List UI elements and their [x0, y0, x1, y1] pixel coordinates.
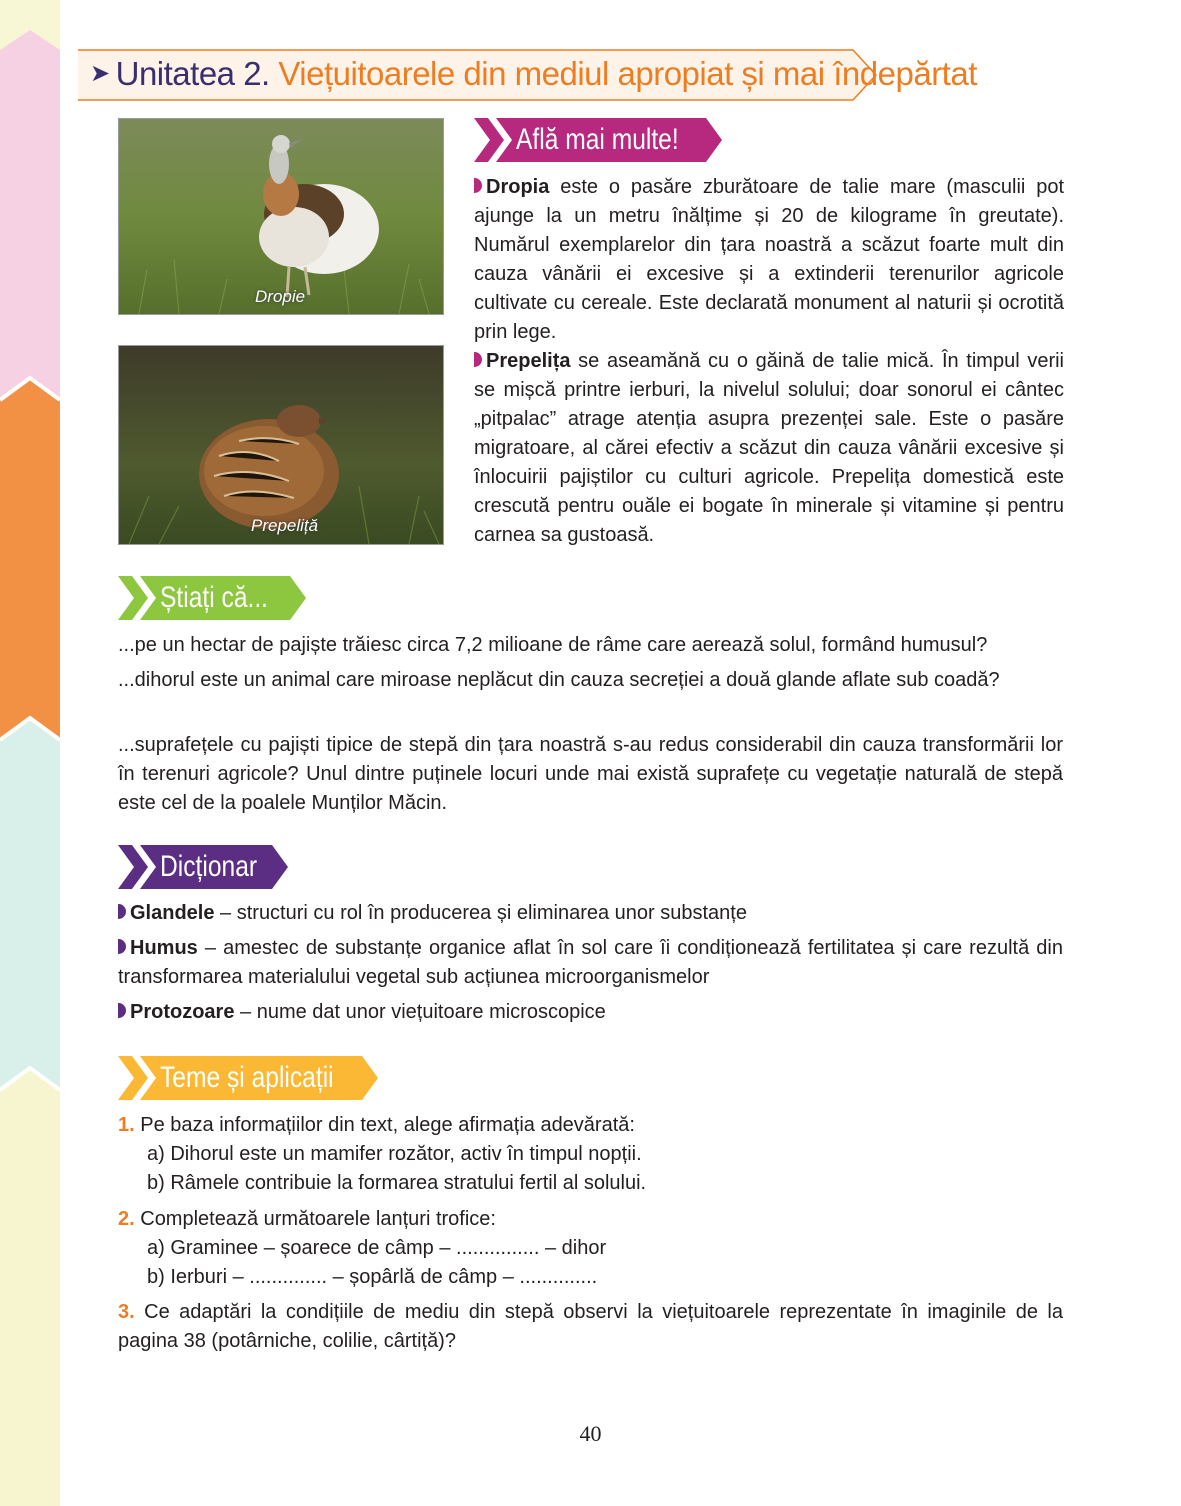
- exercise-2-number: 2.: [118, 1208, 135, 1230]
- header-title: [90, 52, 977, 100]
- tag-teme-label: Teme și aplicații: [160, 1061, 334, 1094]
- unit-label: Unitatea 2.: [115, 55, 270, 92]
- tag-afla-mai-multe: [474, 118, 724, 162]
- afla-paragraph-1: [474, 173, 1064, 347]
- bullet-icon: [474, 178, 482, 193]
- dropia-text: este o pasăre zburătoare de talie mare (masculii pot ajunge la un metru înălțime și 20 de kilograme în greutate). Numărul exemplarelor din țara noastră a scăzut foarte mult din cauza vânării ei excesive și a extinderii terenurilor agricole cultivate cu cereale. Este declarată monument al naturii și ocrotită prin lege.: [474, 176, 1064, 343]
- dict-entry-humus: [118, 934, 1063, 992]
- unit-title: Viețuitoarele din mediul apropiat și mai îndepărtat: [278, 55, 977, 92]
- unit-header: [78, 48, 977, 102]
- term-prepelita: Prepelița: [486, 350, 571, 372]
- def-humus: – amestec de substanțe organice aflat în sol care îi condiționează fertilitatea și care rezultă din transformarea materialului vegetal sub acțiunea microorganismelor: [118, 937, 1063, 988]
- term-dropia: Dropia: [486, 176, 550, 198]
- bullet-icon: [118, 904, 126, 919]
- def-glandele: – structuri cu rol în producerea și eliminarea unor substanțe: [214, 902, 747, 924]
- bullet-icon: [118, 939, 126, 954]
- photo-dropie: [118, 118, 444, 315]
- tag-stiati-ca: [118, 576, 308, 620]
- term-glandele: Glandele: [130, 902, 215, 924]
- exercise-2-chain-a: a) Graminee – șoarece de câmp – ............... – dihor: [147, 1237, 607, 1259]
- exercise-1-option-a: a) Dihorul este un mamifer rozător, activ în timpul nopții.: [147, 1143, 642, 1165]
- dict-entry-protozoare: [118, 998, 1063, 1027]
- exercise-1-option-b: b) Râmele contribuie la formarea stratului fertil al solului.: [147, 1172, 647, 1194]
- bullet-icon: [118, 1003, 126, 1018]
- exercise-3-text: Ce adaptări la condițiile de mediu din stepă observi la viețuitoarele reprezentate în imaginile de la pagina 38 (potârniche, colilie, cârtiță)?: [118, 1301, 1063, 1352]
- caption-prepelita: Prepeliță: [251, 516, 319, 535]
- stiati-item-2: ...dihorul este un animal care miroase neplăcut din cauza secreției a două glande aflate sub coadă?: [118, 669, 1000, 691]
- decorative-sidebar: [0, 0, 60, 1506]
- exercise-3-number: 3.: [118, 1301, 135, 1323]
- tag-dictionar: [118, 845, 290, 889]
- caption-dropie: Dropie: [255, 287, 306, 306]
- prepelita-text: se aseamănă cu o găină de talie mică. În timpul verii se mișcă printre ierburi, la nivelul solului; doar sonorul ei cântec „pitpalac” atrage atenția asupra prezenței sale. Este o pasăre migratoare, al cărei efectiv a scăzut din cauza vânării excesive și înlocuirii pajiștilor cu culturi agricole. Prepelița domestică este crescută pentru ouăle ei bogate în minerale și vitamine și pentru carnea sa gustoasă.: [474, 350, 1064, 546]
- stiati-item-3: ...suprafețele cu pajiști tipice de stepă din țara noastră s-au redus considerabil din cauza transformării lor în terenuri agricole? Unul dintre puținele locuri unde mai există suprafețe cu vegetație naturală de stepă este cel de la poalele Munților Măcin.: [118, 734, 1063, 814]
- tag-teme-aplicatii: [118, 1056, 380, 1100]
- tag-stiati-label: Știați că...: [160, 581, 269, 614]
- exercise-1: [118, 1111, 1063, 1140]
- stiati-item-1: ...pe un hectar de pajiște trăiesc circa 7,2 milioane de râme care aerează solul, formând humusul?: [118, 634, 988, 656]
- exercise-2-text: Completează următoarele lanțuri trofice:: [134, 1208, 496, 1230]
- afla-paragraph-2: [474, 347, 1064, 550]
- tag-afla-label: Află mai multe!: [516, 123, 679, 156]
- page-number: 40: [579, 1421, 602, 1446]
- exercise-2: [118, 1205, 1063, 1234]
- tag-dictionar-label: Dicționar: [160, 850, 258, 883]
- photo-prepelita: [118, 345, 444, 545]
- arrow-icon: ➤: [90, 60, 110, 87]
- exercise-1-text: Pe baza informațiilor din text, alege afirmația adevărată:: [134, 1114, 635, 1136]
- def-protozoare: – nume dat unor viețuitoare microscopice: [234, 1001, 606, 1023]
- exercise-1-number: 1.: [118, 1114, 135, 1136]
- term-humus: Humus: [130, 937, 198, 959]
- term-protozoare: Protozoare: [130, 1001, 235, 1023]
- exercise-2-chain-b: b) Ierburi – .............. – șopârlă de câmp – ..............: [147, 1266, 598, 1288]
- dict-entry-glandele: [118, 899, 1063, 928]
- exercise-3: [118, 1298, 1063, 1356]
- bullet-icon: [474, 352, 482, 367]
